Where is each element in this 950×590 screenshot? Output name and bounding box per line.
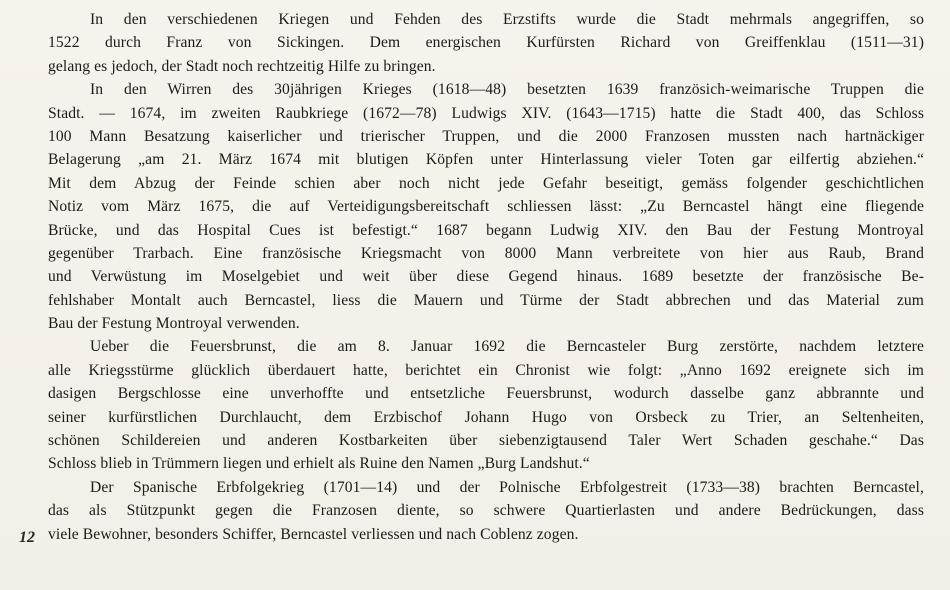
text-body [48,8,924,546]
text-line: Notiz vom März 1675, die auf Verteidigungsbereitschaft schliessen lässt: „Zu Berncastel hängt eine fliegende [48,198,924,216]
text-line: Schloss blieb in Trümmern liegen und erhielt als Ruine den Namen „Burg Landshut.“ [48,455,590,473]
text-line: dasigen Bergschlosse eine unverhoffte und entsetzliche Feuersbrunst, wodurch dasselbe ganz abbrannte und [48,385,924,403]
page-number: 12 [19,529,35,546]
text-line: 1522 durch Franz von Sickingen. Dem energischen Kurfürsten Richard von Greiffenklau (1511—31) [48,34,924,52]
text-line: Mit dem Abzug der Feinde schien aber noch nicht jede Gefahr beseitigt, gemäss folgender geschichtlichen [48,174,924,192]
text-line: Der Spanische Erbfolgekrieg (1701—14) und der Polnische Erbfolgestreit (1733—38) brachten Berncastel, [90,478,924,496]
text-line: In den Wirren des 30jährigen Krieges (1618—48) besetzten 1639 französich-weimarische Truppen die [90,81,924,99]
text-line: seiner kurfürstlichen Durchlaucht, dem Erzbischof Johann Hugo von Orsbeck zu Trier, an Seltenheiten, [48,408,924,426]
text-line: Bau der Festung Montroyal verwenden. [48,315,300,333]
text-line: schönen Schildereien und anderen Kostbarkeiten über siebenzigtausend Taler Wert Schaden geschahe.“ Das [48,432,924,450]
text-line: gelang es jedoch, der Stadt noch rechtzeitig Hilfe zu bringen. [48,57,436,75]
text-line: 100 Mann Besatzung kaiserlicher und trierischer Truppen, und die 2000 Franzosen mussten nach hartnäckiger [48,127,924,145]
text-line: fehlshaber Montalt auch Berncastel, liess die Mauern und Türme der Stadt abbrechen und das Material zum [48,291,924,309]
text-line: und Verwüstung im Moselgebiet und weit über diese Gegend hinaus. 1689 besetzte der französische Be- [48,268,924,286]
text-line: Belagerung „am 21. März 1674 mit blutigen Köpfen unter Hinterlassung vieler Toten gar eilfertig abziehen.“ [48,151,924,169]
text-line: Brücke, und das Hospital Cues ist befestigt.“ 1687 begann Ludwig XIV. den Bau der Festung Montroyal [48,221,924,239]
text-line: alle Kriegsstürme glücklich überdauert hatte, berichtet ein Chronist wie folgt: „Anno 1692 ereignete sich im [48,361,924,379]
text-line: In den verschiedenen Kriegen und Fehden des Erzstifts wurde die Stadt mehrmals angegriffen, so [90,11,924,28]
text-line: viele Bewohner, besonders Schiffer, Berncastel verliessen und nach Coblenz zogen. [48,525,579,543]
text-line: gegenüber Trarbach. Eine französische Kriegsmacht von 8000 Mann verbreitete von hier aus Raub, Brand [48,244,924,262]
text-line: Stadt. — 1674, im zweiten Raubkriege (1672—78) Ludwigs XIV. (1643—1715) hatte die Stadt 400, das Schloss [48,104,924,122]
text-line: das als Stützpunkt gegen die Franzosen diente, so schwere Quartierlasten und andere Bedrückungen, dass [48,502,924,520]
text-line: Ueber die Feuersbrunst, die am 8. Januar 1692 die Berncasteler Burg zerstörte, nachdem letztere [90,338,924,356]
